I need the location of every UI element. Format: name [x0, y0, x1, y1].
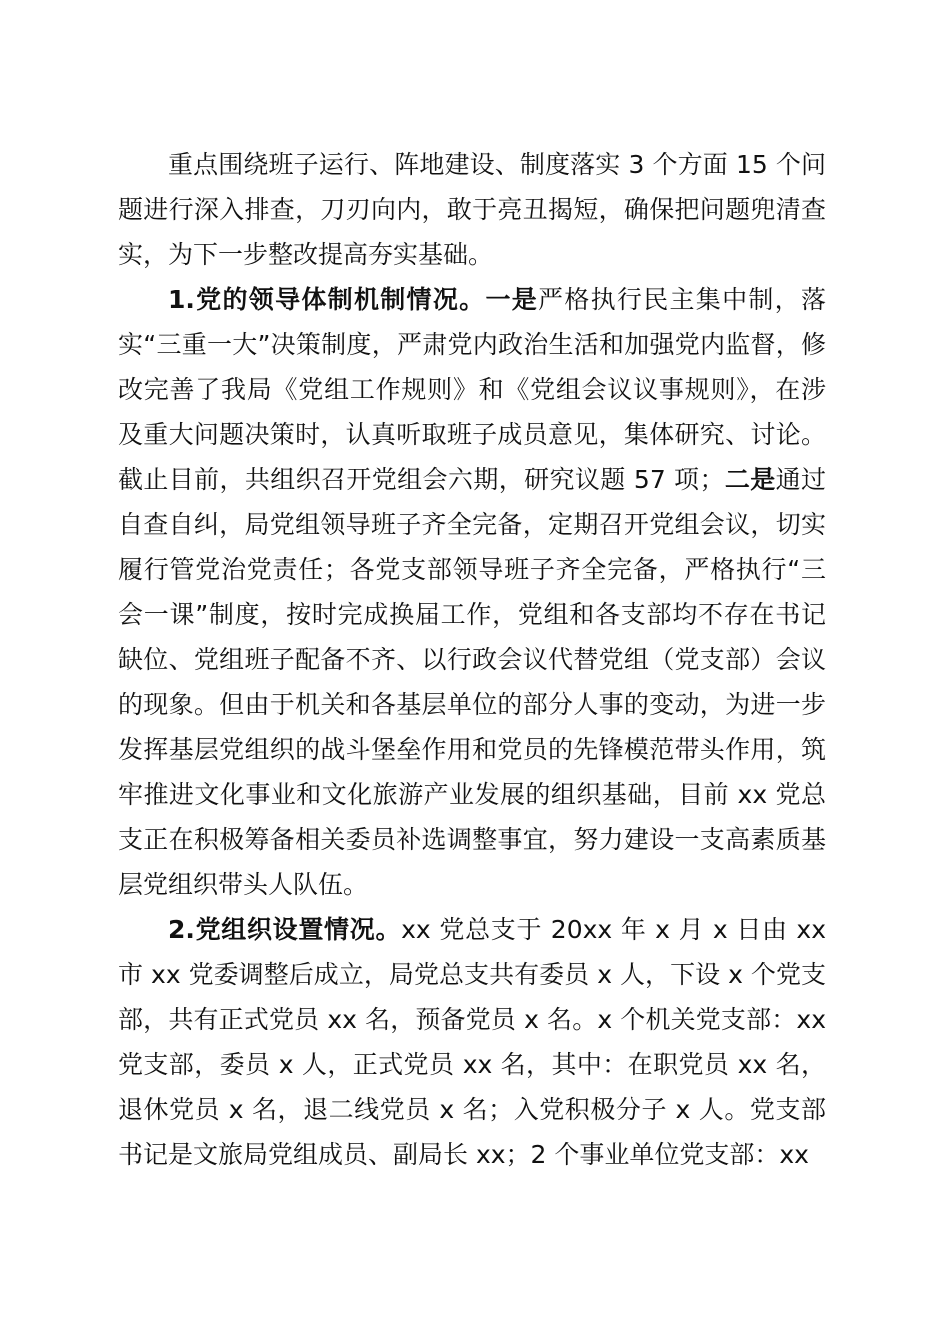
section-heading: 1.党的领导体制机制情况。: [168, 285, 486, 314]
paragraph-text: 重点围绕班子运行、阵地建设、制度落实 3 个方面 15 个问题进行深入排查，刀刃向内，敢于亮丑揭短，确保把问题兜清查实，为下一步整改提高夯实基础。: [118, 150, 826, 269]
point-marker-first: 一是: [485, 285, 539, 314]
point-marker-second: 二是: [724, 465, 776, 494]
paragraph-intro: [118, 142, 826, 277]
paragraph-text: xx 党总支于 20xx 年 x 月 x 日由 xx 市 xx 党委调整后成立，局党总支共有委员 x 人，下设 x 个党支部，共有正式党员 xx 名，预备党员 x 名。x 个机关党支部：xx 党支部，委员 x 人，正式党员 xx 名，其中：在职党员 xx 名，退休党员 x 名，退二线党员 x 名；入党积极分子 x 人。党支部书记是文旅局党组成员、副局长 xx；2 个事业单位党支部：xx: [118, 915, 826, 1169]
paragraph-text: 通过自查自纠，局党组领导班子齐全完备，定期召开党组会议，切实履行管党治党责任；各党支部领导班子齐全完备，严格执行“三会一课”制度，按时完成换届工作，党组和各支部均不存在书记缺位、党组班子配备不齐、以行政会议代替党组（党支部）会议的现象。但由于机关和各基层单位的部分人事的变动，为进一步发挥基层党组织的战斗堡垒作用和党员的先锋模范带头作用，筑牢推进文化事业和文化旅游产业发展的组织基础，目前 xx 党总支正在积极筹备相关委员补选调整事宜，努力建设一支高素质基层党组织带头人队伍。: [118, 465, 826, 899]
paragraph-leadership-mechanism: [118, 277, 826, 907]
document-body: [118, 142, 826, 1177]
paragraph-organization-setup: [118, 907, 826, 1177]
section-heading: 2.党组织设置情况。: [168, 915, 402, 944]
paragraph-text: 严格执行民主集中制，落实“三重一大”决策制度，严肃党内政治生活和加强党内监督，修改完善了我局《党组工作规则》和《党组会议议事规则》，在涉及重大问题决策时，认真听取班子成员意见，集体研究、讨论。截止目前，共组织召开党组会六期，研究议题 57 项；: [118, 285, 826, 494]
